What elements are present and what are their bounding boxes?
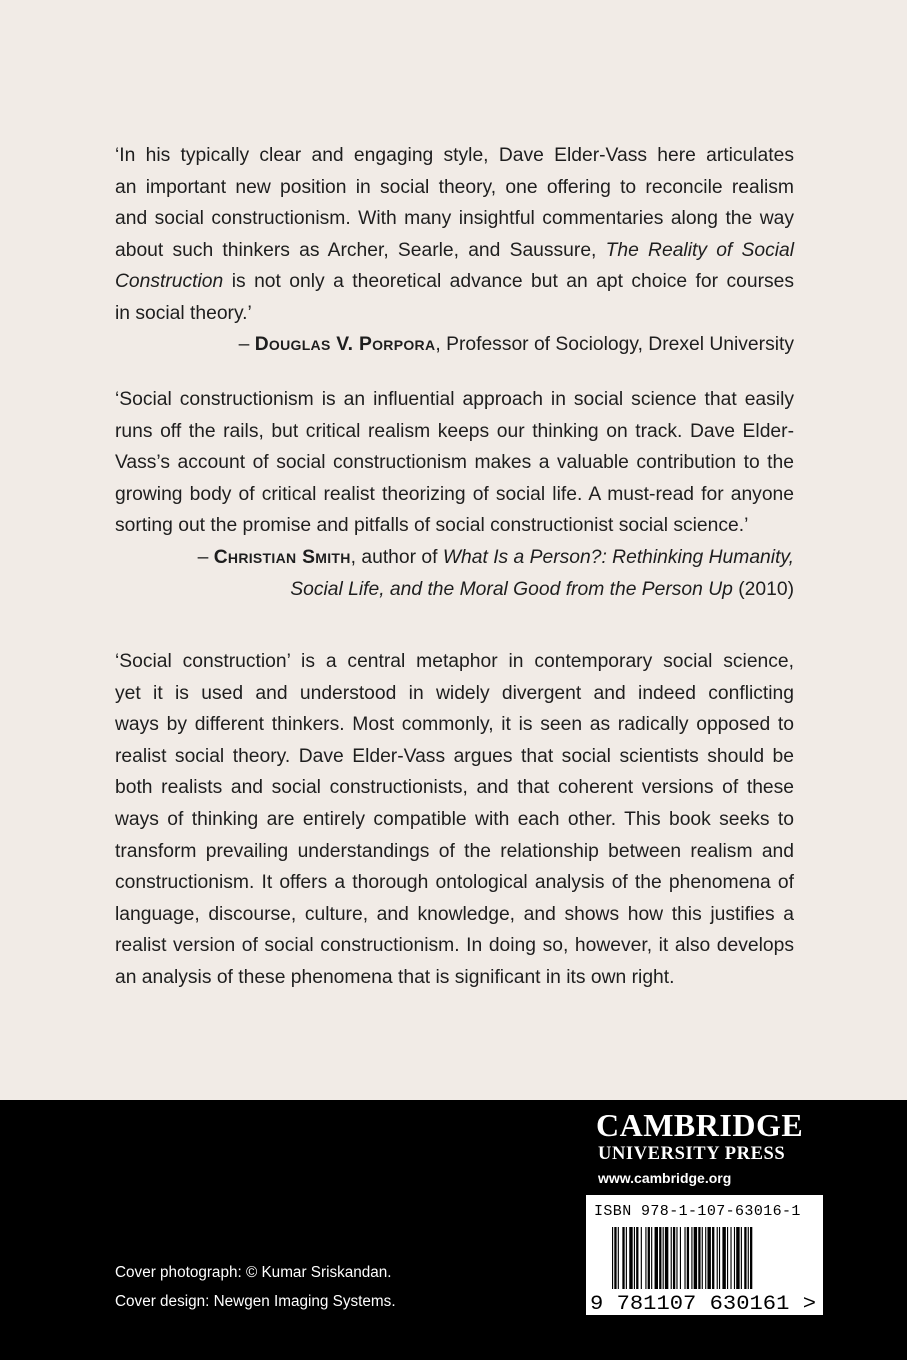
endorser-book-title: What Is a Person?: Rethinking Humanity, <box>442 547 794 568</box>
endorser-book-year: (2010) <box>738 578 794 600</box>
description-line: realist version of social constructionism. In doing so, however, it also develops <box>115 935 794 957</box>
barcode-bar <box>694 1227 697 1289</box>
description-line: transform prevailing understandings of the relationship between realism and <box>115 840 794 862</box>
description-line: an analysis of these phenomena that is significant in its own right. <box>115 966 675 988</box>
barcode-bar <box>717 1227 718 1289</box>
barcode-bar <box>748 1227 749 1289</box>
quote-line: growing body of critical realist theorizing of social life. A must-read for anyone <box>115 483 794 505</box>
photo-credit: Cover photograph: © Kumar Sriskandan. <box>115 1264 392 1281</box>
publisher-logo-name: CAMBRIDGE <box>596 1107 804 1143</box>
barcode-graphic <box>586 1227 823 1315</box>
barcode-bar <box>719 1227 720 1289</box>
barcode-bar <box>673 1227 675 1289</box>
barcode-bar <box>634 1227 635 1289</box>
barcode-bar <box>663 1227 664 1289</box>
description-line: realist social theory. Dave Elder-Vass argues that social scientists should be <box>115 745 794 767</box>
barcode-bar <box>665 1227 668 1289</box>
cover-credits <box>115 1258 396 1316</box>
barcode-bar <box>645 1227 646 1289</box>
barcode-bar <box>626 1227 627 1289</box>
quote-line <box>115 266 794 298</box>
isbn-barcode <box>586 1195 823 1315</box>
publisher-logo-subtitle: UNIVERSITY PRESS <box>598 1144 786 1164</box>
endorser-name: Douglas V. Porpora <box>254 334 436 355</box>
barcode-bar <box>622 1227 624 1289</box>
book-description <box>115 646 794 994</box>
quote-line: and social constructionism. With many insightful commentaries along the way <box>115 208 794 230</box>
design-credit: Cover design: Newgen Imaging Systems. <box>115 1293 396 1310</box>
barcode-bar <box>707 1227 710 1289</box>
description-line: ways by different thinkers. Most commonly, it is seen as radically opposed to <box>115 714 794 736</box>
barcode-bar <box>730 1227 731 1289</box>
quote-line: sorting out the promise and pitfalls of social constructionist social science.’ <box>115 515 749 537</box>
quote-line: ‘In his typically clear and engaging style, Dave Elder-Vass here articulates <box>115 145 794 166</box>
barcode-bar <box>671 1227 672 1289</box>
description-line: constructionism. It offers a thorough ontological analysis of the phenomena of <box>115 872 794 894</box>
endorser-name: Christian Smith <box>213 547 351 568</box>
barcode-bars <box>612 1227 752 1289</box>
quote-text: about such thinkers as Archer, Searle, and Saussure, <box>115 239 597 261</box>
barcode-bar <box>687 1227 689 1289</box>
barcode-bar <box>702 1227 703 1289</box>
barcode-bar <box>741 1227 742 1289</box>
barcode-bar <box>727 1227 728 1289</box>
quote-line: an important new position in social theory, one offering to reconcile realism <box>115 176 794 198</box>
barcode-bar <box>651 1227 652 1289</box>
book-title: Construction <box>115 271 224 293</box>
endorsement-attribution-1: – Douglas V. Porpora, Professor of Sociology, Drexel University <box>238 334 794 355</box>
barcode-bar <box>734 1227 735 1289</box>
book-title: The Reality of Social <box>605 239 795 261</box>
barcode-bar <box>736 1227 739 1289</box>
description-line: ‘Social construction’ is a central metaphor in contemporary social science, <box>115 651 794 672</box>
endorsement-quote-2 <box>115 384 794 542</box>
barcode-digits: 9 781107 630161 > <box>590 1293 816 1315</box>
endorser-book-title: Social Life, and the Moral Good from the Person Up <box>290 578 733 600</box>
barcode-bar <box>691 1227 692 1289</box>
endorsement-attribution-2: – Christian Smith, author of What Is a Person?: Rethinking Humanity, Social Life, and the Moral Good from the Person Up (2010) <box>197 547 794 600</box>
isbn-label: ISBN 978-1-107-63016-1 <box>594 1203 801 1220</box>
barcode-bar <box>636 1227 638 1289</box>
description-line: both realists and social constructionists, and that coherent versions of these <box>115 777 794 799</box>
barcode-bar <box>676 1227 677 1289</box>
barcode-bar <box>712 1227 714 1289</box>
endorser-title: , Professor of Sociology, Drexel University <box>435 334 794 355</box>
description-line: yet it is used and understood in widely divergent and indeed conflicting <box>115 682 794 704</box>
barcode-bar <box>705 1227 706 1289</box>
barcode-bar <box>722 1227 725 1289</box>
barcode-bar <box>618 1227 619 1289</box>
quote-line: Vass’s account of social constructionism makes a valuable contribution to the <box>115 452 794 474</box>
barcode-bar <box>612 1227 613 1289</box>
barcode-bar <box>641 1227 642 1289</box>
quote-line: in social theory.’ <box>115 302 252 324</box>
description-line: language, discourse, culture, and knowledge, and shows how this justifies a <box>115 903 794 925</box>
barcode-bar <box>648 1227 650 1289</box>
quote-line <box>115 235 794 267</box>
publisher-website: www.cambridge.org <box>598 1170 732 1186</box>
quote-line: ‘Social constructionism is an influential approach in social science that easily <box>115 389 794 410</box>
barcode-bar <box>655 1227 658 1289</box>
barcode-bar <box>744 1227 746 1289</box>
barcode-bar <box>684 1227 685 1289</box>
barcode-bar <box>629 1227 632 1289</box>
barcode-bar <box>698 1227 700 1289</box>
description-line: ways of thinking are entirely compatible with each other. This book seeks to <box>115 808 794 830</box>
quote-line: runs off the rails, but critical realism keeps our thinking on track. Dave Elder- <box>115 420 794 442</box>
barcode-bar <box>680 1227 681 1289</box>
quote-text: is not only a theoretical advance but an apt choice for courses <box>231 271 794 293</box>
barcode-bar <box>659 1227 661 1289</box>
endorsement-quote-1 <box>115 140 794 330</box>
barcode-bar <box>614 1227 616 1289</box>
barcode-bar <box>750 1227 752 1289</box>
